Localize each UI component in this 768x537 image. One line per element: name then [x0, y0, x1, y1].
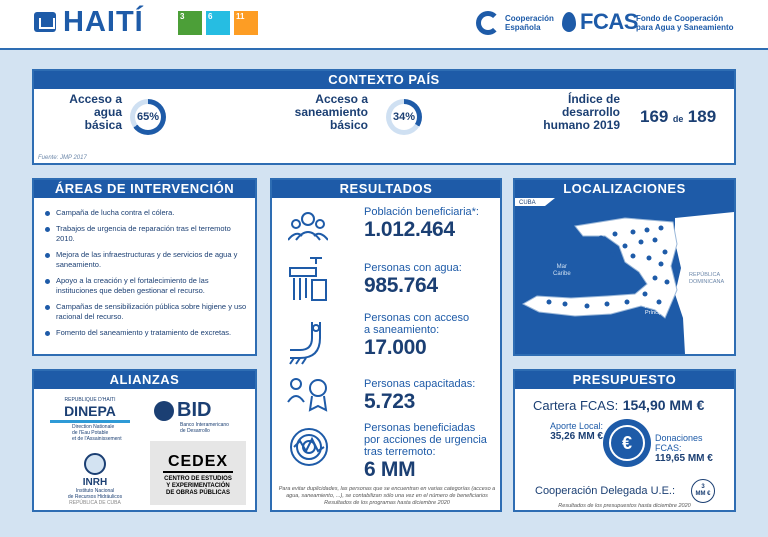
localizaciones-title: LOCALIZACIONES: [515, 180, 734, 198]
bid-name: BID: [177, 399, 212, 421]
header-bar: [0, 0, 768, 50]
san-label-1: Acceso a: [315, 92, 368, 106]
cartera-label: Cartera FCAS:: [533, 398, 619, 413]
areas-list: [34, 198, 255, 338]
cartera-value: 154,90 MM €: [622, 397, 705, 413]
dinepa-name: DINEPA: [64, 403, 116, 419]
donaciones-value: 119,65 MM €: [655, 453, 713, 464]
agua-pct: 65%: [135, 104, 161, 130]
result-label-3: tras terremoto:: [364, 446, 436, 458]
cedex-line2: Y EXPERIMENTACIÓN: [166, 483, 230, 489]
agua-label: [44, 93, 122, 132]
cooperacion-line1: Cooperación: [505, 14, 554, 23]
inrh-seal-icon: [84, 453, 106, 475]
fcas-logo-word: FCAS: [580, 9, 638, 34]
cedex-line3: DE OBRAS PÚBLICAS: [165, 490, 230, 496]
result-item-poblacion: [364, 206, 479, 242]
people-icon: [288, 210, 328, 247]
cedex-line1: CENTRO DE ESTUDIOS: [164, 476, 232, 482]
fcas-line2: para Agua y Saneamiento: [636, 23, 734, 32]
training-award-icon: [286, 376, 330, 417]
cooperacion-line2: Española: [505, 23, 541, 32]
fcas-line1: Fondo de Cooperación: [636, 14, 724, 23]
result-label: Personas capacitadas:: [364, 378, 476, 390]
country-title: HAITÍ: [63, 6, 144, 38]
bid-line1: Banco Interamericano: [180, 422, 229, 428]
result-value: 17.000: [364, 336, 427, 359]
sdg-11-icon: [234, 11, 258, 35]
area-item: Apoyo a la creación y el fortalecimiento de las instituciones que deben gestionar el recurso.: [42, 276, 247, 296]
sdg-11-number: 11: [236, 12, 245, 21]
aporte-local: [523, 421, 603, 442]
map-label-sea: [553, 264, 571, 278]
cooperacion-logo-icon: [476, 11, 500, 35]
agua-label-3: básica: [84, 118, 122, 132]
san-pct: 34%: [391, 104, 417, 130]
dinepa-top: REPUBLIQUE D'HAITI: [64, 397, 116, 403]
result-label-2: a saneamiento:: [364, 324, 440, 336]
inrh-logo: [50, 453, 140, 506]
location-map: [515, 198, 734, 354]
localizaciones-panel: [513, 178, 736, 356]
inrh-line3: REPÚBLICA DE CUBA: [69, 500, 121, 506]
cartera-row: [533, 397, 704, 415]
dinepa-line3: et de l'Assainissement: [72, 436, 122, 442]
agua-label-2: agua: [93, 105, 122, 119]
agua-label-1: Acceso a: [69, 92, 122, 106]
resultados-title: RESULTADOS: [272, 180, 500, 198]
presupuesto-note: Resultados de los presupuestos hasta diciembre 2020: [558, 503, 691, 509]
cedex-logo: [150, 441, 246, 505]
delegada-label: Cooperación Delegada U.E.:: [535, 485, 676, 497]
resultados-panel: [270, 178, 502, 512]
area-item: Fomento del saneamiento y tratamiento de excretas.: [42, 328, 247, 338]
contexto-title: CONTEXTO PAÍS: [34, 71, 734, 89]
earthquake-icon: [288, 426, 330, 473]
result-item-agua: [364, 262, 462, 298]
inrh-line1: Instituto Nacional: [75, 488, 115, 494]
bid-circle-icon: [154, 401, 174, 421]
result-value: 1.012.464: [364, 218, 455, 241]
idh-de: de: [672, 114, 684, 124]
donaciones-label-1: Donaciones: [655, 433, 703, 443]
capital-line2: Príncipe: [645, 310, 666, 316]
euro-coin-icon: [603, 419, 651, 467]
saneamiento-label: [288, 93, 368, 132]
areas-title: ÁREAS DE INTERVENCIÓN: [34, 180, 255, 198]
result-label: Personas con acceso: [364, 312, 470, 324]
sea-line2: Caribe: [553, 271, 571, 277]
house-logo-icon: [34, 12, 56, 32]
result-value: 6 MM: [364, 458, 416, 481]
san-label-2: saneamiento: [294, 105, 368, 119]
cooperacion-text: [505, 14, 554, 32]
idh-label-2: desarrollo: [561, 105, 620, 119]
result-value: 5.723: [364, 390, 416, 413]
idh-label-3: humano 2019: [543, 118, 620, 132]
resultados-note: [276, 486, 498, 507]
delegada-unit: MM €: [695, 491, 711, 497]
donaciones-label-2: FCAS:: [655, 443, 682, 453]
map-label-capital: [645, 304, 665, 316]
note-line3: Resultados de los programas hasta diciembre 2020: [324, 500, 450, 506]
area-item: Campaña de lucha contra el cólera.: [42, 208, 247, 218]
dr-line1: REPÚBLICA: [689, 272, 721, 278]
alianzas-panel: [32, 369, 257, 512]
bid-logo: [154, 399, 234, 434]
area-item: Trabajos de urgencia de reparación tras el terremoto 2010.: [42, 224, 247, 244]
delegada-value: 3: [701, 484, 705, 490]
cedex-name: CEDEX: [163, 453, 233, 473]
dinepa-line2: de l'Eau Potable: [72, 430, 109, 436]
sdg-3-number: 3: [180, 12, 185, 21]
donaciones-fcas: [655, 433, 733, 464]
dinepa-logo: [50, 397, 130, 442]
aporte-value: 35,26 MM €: [550, 431, 603, 442]
contexto-fuente: Fuente: JMP 2017: [38, 155, 87, 161]
alianzas-title: ALIANZAS: [34, 371, 255, 389]
area-item: Mejora de las infraestructuras y de servicios de agua y saneamiento.: [42, 250, 247, 270]
result-label-2: por acciones de urgencia: [364, 434, 487, 446]
idh-rank-value: 169: [640, 107, 669, 126]
result-item-capacitadas: [364, 378, 475, 414]
agua-donut: [130, 99, 166, 135]
dinepa-line1: Direction Nationale: [72, 424, 115, 430]
result-label: Personas beneficiadas: [364, 422, 476, 434]
inrh-name: INRH: [82, 477, 108, 488]
bid-line2: de Desarrollo: [180, 428, 210, 434]
result-label: Población beneficiaria*:: [364, 206, 479, 218]
fcas-drop-icon: [562, 12, 576, 32]
sdg-6-number: 6: [208, 12, 213, 21]
idh-label-1: Índice de: [567, 92, 620, 106]
delegada-badge: [691, 479, 715, 503]
water-tap-icon: [286, 254, 330, 307]
presupuesto-title: PRESUPUESTO: [515, 371, 734, 389]
dinepa-wave: [50, 420, 130, 423]
sanitation-pipe-icon: [286, 320, 330, 371]
contexto-panel: [32, 69, 736, 165]
presupuesto-panel: [513, 369, 736, 512]
idh-total: 189: [687, 107, 717, 126]
result-item-urgencia: [364, 422, 487, 482]
map-label-cuba: CUBA: [519, 200, 536, 206]
aporte-label: Aporte Local:: [549, 421, 603, 431]
result-item-saneamiento: [364, 312, 469, 360]
sdg-3-icon: [178, 11, 202, 35]
area-item: Campañas de sensibilización pública sobre higiene y uso racional del recurso.: [42, 302, 247, 322]
result-value: 985.764: [364, 274, 438, 297]
san-label-3: básico: [329, 118, 368, 132]
inrh-line2: de Recursos Hidráulicos: [67, 494, 123, 500]
note-line2: agua, saneamiento, ...), se contabilizan sólo una vez en el número de beneficiarios: [286, 493, 488, 499]
fcas-text: [636, 14, 734, 32]
capital-line1: Puerto: [645, 304, 662, 310]
idh-rank: [640, 107, 716, 127]
sea-line1: Mar: [556, 264, 568, 270]
areas-panel: [32, 178, 257, 356]
saneamiento-donut: [386, 99, 422, 135]
idh-label: [524, 93, 620, 132]
euro-symbol: €: [609, 425, 645, 461]
note-line1: Para evitar duplicidades, las personas que se encuentran en varias categorías (acceso a: [278, 486, 496, 492]
dr-line2: DOMINICANA: [689, 279, 725, 285]
sdg-6-icon: [206, 11, 230, 35]
result-label: Personas con agua:: [364, 262, 462, 274]
map-label-dr: [689, 272, 724, 286]
